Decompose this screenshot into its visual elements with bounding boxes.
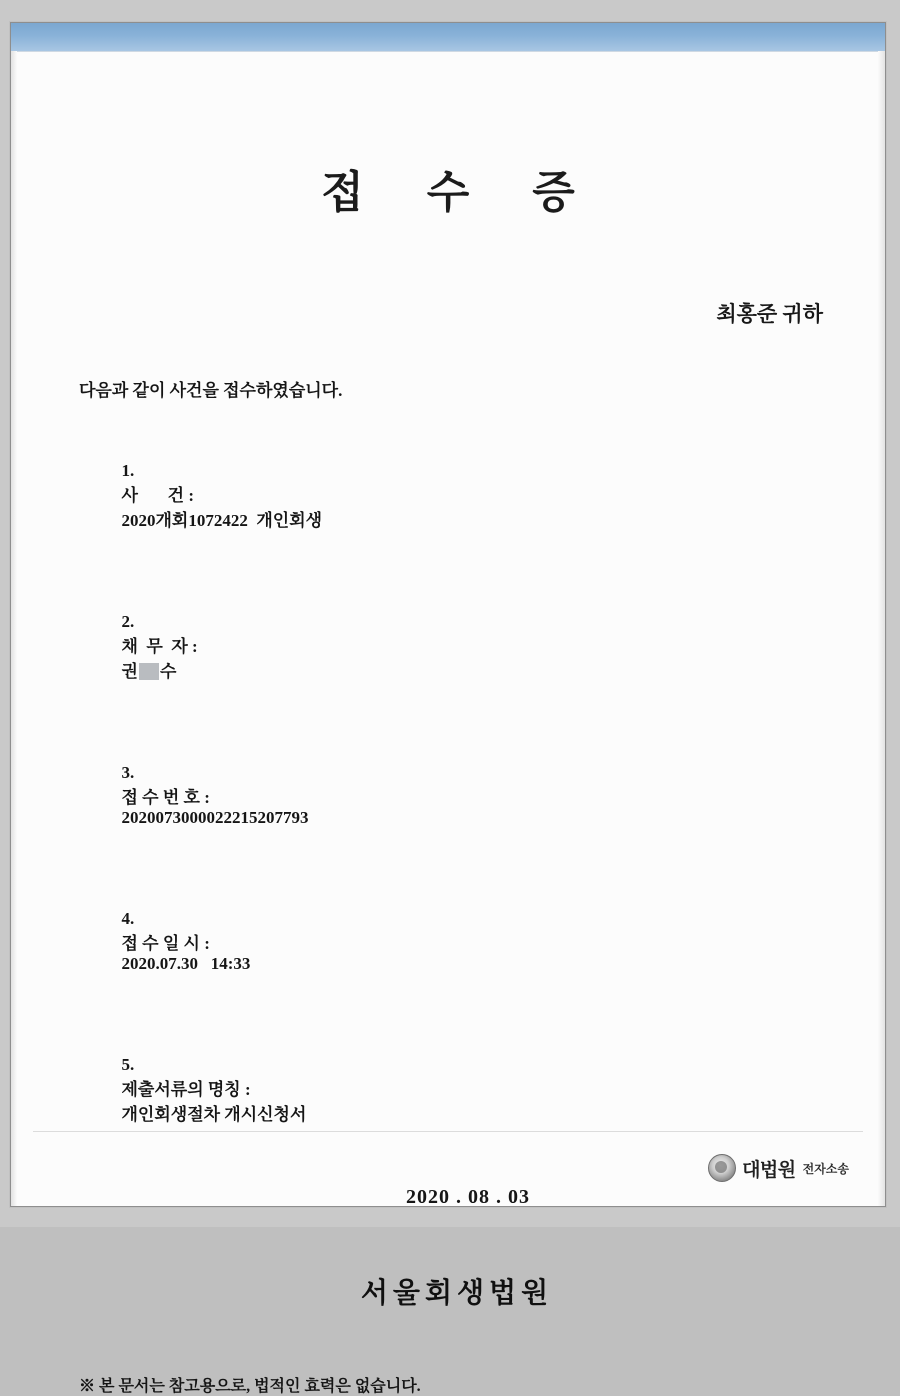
brand-subtitle: 전자소송 — [802, 1161, 849, 1176]
court-emblem-icon — [708, 1154, 736, 1182]
item-value: 2020073000022215207793 — [121, 808, 309, 827]
list-item — [79, 1035, 885, 1145]
header-band — [11, 23, 885, 52]
addressee: 최홍준 귀하 — [716, 302, 823, 326]
footer-brand — [708, 1154, 849, 1182]
intro-text: 다음과 같이 사건을 접수하였습니다. — [79, 381, 343, 400]
legal-notice: ※ 본 문서는 참고용으로, 법적인 효력은 없습니다. — [79, 1378, 421, 1395]
redaction-block — [139, 663, 159, 680]
item-number: 3. — [121, 763, 135, 782]
item-number: 1. — [121, 461, 135, 480]
item-label: 접 수 일 시 : — [121, 934, 210, 953]
item-label: 제출서류의 명칭 : — [121, 1080, 251, 1099]
item-label: 채 무 자 : — [121, 637, 198, 656]
list-item — [79, 441, 885, 551]
document-sheet — [10, 22, 886, 1395]
page-title: 접 수 증 — [321, 168, 601, 217]
item-value: 개인회생절차 개시신청서 — [121, 1105, 307, 1124]
item-value: 2020.07.30 14:33 — [121, 954, 251, 973]
brand-name: 대법원 — [742, 1159, 796, 1181]
issue-date: 2020 . 08 . 03 — [406, 1186, 530, 1208]
item-label: 사 건 : — [121, 486, 195, 505]
court-name: 서울회생법원 — [360, 1278, 554, 1309]
list-item — [79, 743, 885, 848]
footer-divider — [33, 1131, 863, 1132]
item-number: 4. — [121, 909, 135, 928]
item-label: 접 수 번 호 : — [121, 788, 210, 807]
item-value-suffix: 수 — [159, 662, 177, 681]
item-number: 5. — [121, 1055, 135, 1074]
item-value-prefix: 권 — [121, 662, 138, 681]
document-content — [11, 51, 885, 1395]
list-item — [79, 592, 885, 702]
item-number: 2. — [121, 612, 135, 631]
item-value: 2020개회1072422 개인회생 — [121, 511, 323, 530]
list-item — [79, 889, 885, 994]
item-list — [11, 441, 885, 1145]
